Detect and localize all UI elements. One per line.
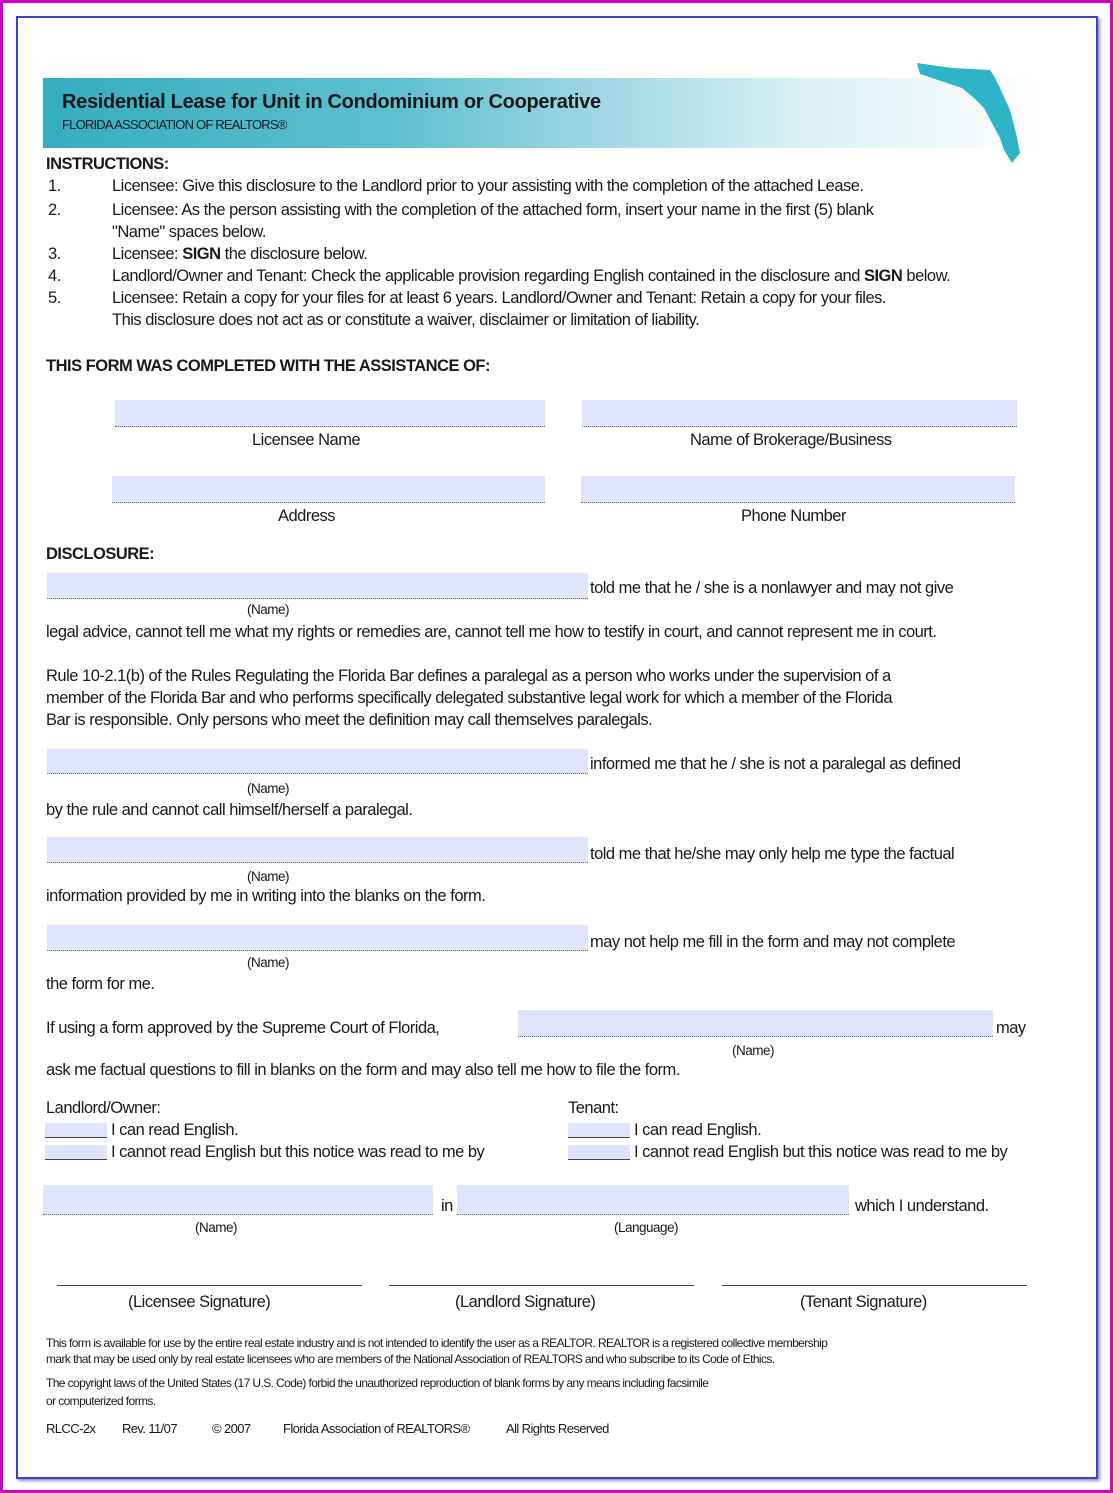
landlord-signature-line[interactable] (389, 1285, 694, 1286)
language-label: (Language) (614, 1220, 679, 1235)
instruction-number: 1. (48, 177, 61, 195)
disclosure-text: told me that he / she is a nonlawyer and may not give (590, 579, 954, 597)
footer-text: This form is available for use by the entire real estate industry and is not intended to identify the user as a REALTOR. REALTOR is a registered collective membership (46, 1336, 828, 1350)
disclosure-text: by the rule and cannot call himself/herself a paralegal. (46, 801, 413, 819)
landlord-signature-label: (Landlord Signature) (455, 1293, 596, 1311)
instruction-text: Licensee: Give this disclosure to the Landlord prior to your assisting with the completion of the attached Lease. (112, 177, 864, 195)
name-field-4[interactable] (47, 925, 588, 951)
instruction-number: 2. (48, 201, 61, 219)
instruction-text: Licensee: SIGN the disclosure below. (112, 245, 368, 263)
cannot-read-text: I cannot read English but this notice was read to me by (111, 1143, 485, 1161)
name-label: (Name) (247, 869, 290, 884)
licensee-signature-line[interactable] (57, 1285, 362, 1286)
instruction-number: 5. (48, 289, 61, 307)
can-read-text: I can read English. (634, 1121, 762, 1139)
tenant-can-read-checkbox[interactable] (568, 1123, 630, 1138)
disclosure-text: legal advice, cannot tell me what my rights or remedies are, cannot tell me how to testify in court, and cannot represent me in court. (46, 623, 937, 641)
licensee-name-field[interactable] (115, 400, 545, 427)
revision: Rev. 11/07 (122, 1421, 177, 1436)
instruction-text: Landlord/Owner and Tenant: Check the applicable provision regarding English contained in the disclosure and SIGN below. (112, 267, 951, 285)
address-label: Address (278, 507, 336, 525)
disclosure-text: informed me that he / she is not a paralegal as defined (590, 755, 961, 773)
disclosure-text: If using a form approved by the Supreme Court of Florida, (46, 1019, 440, 1037)
copyright: © 2007 (212, 1421, 251, 1436)
can-read-text: I can read English. (111, 1121, 239, 1139)
rule-text: Bar is responsible. Only persons who meet the definition may call themselves paralegals. (46, 711, 653, 729)
name-field-3[interactable] (47, 837, 588, 863)
licensee-signature-label: (Licensee Signature) (128, 1293, 271, 1311)
disclosure-text: information provided by me in writing into the blanks on the form. (46, 887, 486, 905)
cannot-read-text: I cannot read English but this notice was read to me by (634, 1143, 1008, 1161)
tenant-cannot-read-checkbox[interactable] (568, 1145, 630, 1160)
form-title: Residential Lease for Unit in Condominium or Cooperative (62, 91, 601, 113)
address-field[interactable] (112, 476, 545, 503)
instruction-text: This disclosure does not act as or constitute a waiver, disclaimer or limitation of liability. (112, 311, 700, 329)
in-text: in (441, 1197, 453, 1215)
phone-label: Phone Number (741, 507, 846, 525)
instruction-text: Licensee: As the person assisting with the completion of the attached form, insert your name in the first (5) blank (112, 201, 874, 219)
name-field-5[interactable] (518, 1010, 993, 1037)
disclosure-text: told me that he/she may only help me type the factual (590, 845, 955, 863)
tenant-signature-line[interactable] (722, 1285, 1027, 1286)
brokerage-field[interactable] (582, 400, 1017, 427)
rights: All Rights Reserved (506, 1421, 609, 1436)
name-label: (Name) (195, 1220, 238, 1235)
rule-text: Rule 10-2.1(b) of the Rules Regulating the Florida Bar defines a paralegal as a person who works under the supervision of a (46, 667, 891, 685)
phone-field[interactable] (581, 476, 1015, 503)
disclosure-text: the form for me. (46, 975, 155, 993)
tenant-label: Tenant: (568, 1099, 619, 1117)
reader-name-field[interactable] (43, 1185, 433, 1215)
instructions-heading: INSTRUCTIONS: (46, 155, 169, 173)
language-field[interactable] (457, 1185, 849, 1215)
footer-org: Florida Association of REALTORS® (283, 1421, 470, 1436)
name-label: (Name) (247, 781, 290, 796)
footer-text: The copyright laws of the United States (17 U.S. Code) forbid the unauthorized reproduction of blank forms by any means including facsimile (46, 1376, 709, 1390)
licensee-name-label: Licensee Name (252, 431, 361, 449)
landlord-can-read-checkbox[interactable] (45, 1123, 107, 1138)
footer-text: or computerized forms. (46, 1394, 156, 1408)
form-subtitle: FLORIDA ASSOCIATION OF REALTORS® (62, 117, 287, 132)
footer-text: mark that may be used only by real estate licensees who are members of the National Association of REALTORS and who subscribe to its Code of Ethics. (46, 1352, 775, 1366)
disclosure-text: ask me factual questions to fill in blanks on the form and may also tell me how to file the form. (46, 1061, 680, 1079)
disclosure-heading: DISCLOSURE: (46, 545, 155, 563)
form-code: RLCC-2x (46, 1421, 96, 1436)
name-label: (Name) (732, 1043, 775, 1058)
instruction-number: 3. (48, 245, 61, 263)
disclosure-text: may not help me fill in the form and may not complete (590, 933, 956, 951)
name-label: (Name) (247, 955, 290, 970)
brokerage-label: Name of Brokerage/Business (690, 431, 892, 449)
landlord-cannot-read-checkbox[interactable] (45, 1145, 107, 1160)
name-label: (Name) (247, 602, 290, 617)
name-field-2[interactable] (47, 749, 588, 774)
name-field-1[interactable] (47, 573, 588, 599)
florida-map-icon (912, 58, 1027, 168)
instruction-number: 4. (48, 267, 61, 285)
disclosure-text: may (996, 1019, 1026, 1037)
landlord-label: Landlord/Owner: (46, 1099, 161, 1117)
rule-text: member of the Florida Bar and who performs specifically delegated substantive legal work for which a member of the Florida (46, 689, 893, 707)
instruction-text: "Name" spaces below. (112, 223, 266, 241)
instruction-text: Licensee: Retain a copy for your files for at least 6 years. Landlord/Owner and Tenant: Retain a copy for your files. (112, 289, 886, 307)
understand-text: which I understand. (855, 1197, 989, 1215)
tenant-signature-label: (Tenant Signature) (800, 1293, 927, 1311)
assistance-heading: THIS FORM WAS COMPLETED WITH THE ASSISTANCE OF: (46, 357, 490, 375)
